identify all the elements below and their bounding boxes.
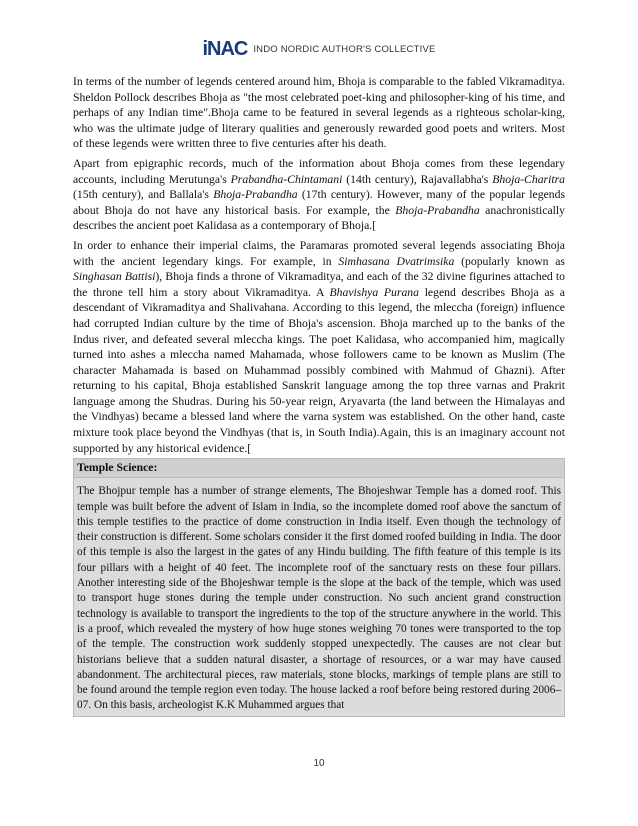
text-run: anachronistically describes the ancient poet Kalidasa as a contemporary of Bhoja.[ (73, 203, 565, 233)
title-bhoja-prabandha: Bhoja-Prabandha (213, 188, 298, 202)
text-run: (14th century), Rajavallabha's (342, 172, 493, 186)
paragraph-temple-science: The Bhojpur temple has a number of strange elements, The Bhojeshwar Temple has a domed roof. This temple was built before the advent of Islam in India, so the incomplete domed roof above the sanctum of this temple testifies to the practice of dome construction in India itself. Even though the technology of their construction is different. Some scholars consider it the first domed roofed building in India. The door of this temple is also the largest in the gates of any Hindu building. The fifth feature of this temple is its four pillars with a height of 40 feet. The incomplete roof of the sanctuary rests on these four pillars. Another interesting side of the Bhojeshwar temple is the slope at the back of the temple, which was used to transport huge stones during the temple under construction. No such ancient grand construction technology is available to transport the ingredients to the top of the structure anywhere in the world. This is a proof, which revealed the mystery of how huge stones weighing 70 tones were transported to the top of the temple. The construction work suddenly stopped unexpectedly. The causes are not clear but historians believe that a sudden natural disaster, a shortage of resources, or a war may have caused abandonment. The architectural pieces, raw materials, stone blocks, markings of temple plans are still to be found around the temple region even today. The house lacked a roof before being restored during 2006–07. On this basis, archeologist K.K Muhammed argues that (77, 485, 561, 712)
text-run: (17th century). However, many of the popular legends about Bhoja do not have any historical basis. For example, the (73, 188, 565, 217)
title-prabandha-chintamani: Prabandha-Chintamani (230, 172, 343, 186)
title-bhavishya-purana: Bhavishya Purana (329, 285, 419, 299)
title-bhoja-prabandha-2: Bhoja-Prabandha (395, 203, 480, 217)
title-bhoja-charitra: Bhoja-Charitra (492, 172, 565, 186)
publisher-logo (202, 38, 435, 61)
text-run: (popularly known as (454, 254, 565, 268)
text-run: In order to enhance their imperial claims, the Paramaras promoted several legends associating Bhoja with the ancient legendary kings. For example, in (73, 238, 565, 268)
page-number: 10 (313, 758, 325, 769)
page-header (0, 38, 638, 61)
section-temple-science-body (73, 478, 565, 716)
text-run: Apart from epigraphic records, much of the information about Bhoja comes from these legendary accounts, including Merutunga's (73, 156, 565, 186)
publisher-name: INDO NORDIC AUTHOR'S COLLECTIVE (253, 44, 436, 55)
paragraph-paramara-legends (73, 238, 565, 456)
inac-logo-mark: iNAC (202, 38, 248, 60)
title-singhasan-battisi: Singhasan Battisi (73, 270, 156, 284)
section-heading-temple-science: Temple Science: (73, 458, 565, 478)
title-simhasana-dvatrimsika: Simhasana Dvatrimsika (338, 254, 455, 268)
paragraph-legendary-accounts (73, 156, 565, 234)
text-run: legend describes Bhoja as a descendant of Vikramaditya and Shalivahana. According to this legend, the mleccha (foreign) influence had corrupted Indian culture by the time of Bhoja's ascension. Bhoja marched up to the banks of the Indus river, and defeated several mleccha kings. The poet Kalidasa, who accompanied him, magically turned into ashes a mleccha named Mahamada, whose followers came to be known as Muslim (The character Mahamada is based on Muhammad possibly combined with Mahmud of Ghazni). After returning to his capital, Bhoja established Sanskrit language among the top three varnas and Prakrit language among the Shudras. During his 50-year reign, Aryavarta (the land between the Himalayas and the Vindhyas) became a blessed land where the varna system was established. On the other hand, caste mixture took place beyond the Vindhyas (that is, in South India).Again, this is an imaginary account not supported by any historical evidence.[ (73, 285, 565, 455)
page-body (73, 74, 565, 717)
text-run: ), Bhoja finds a throne of Vikramaditya, and each of the 32 divine figurines attached to the throne tell him a story about Vikramaditya. A (73, 270, 565, 299)
paragraph-legends-intro: In terms of the number of legends centered around him, Bhoja is comparable to the fabled Vikramaditya. Sheldon Pollock describes Bhoja as "the most celebrated poet-king and philosopher-king of his time, and perhaps of any Indian time".Bhoja came to be featured in several legends as a righteous scholar-king, who was the ultimate judge of literary qualities and generously rewarded good poets and writers. Most of these legends were written three to five centuries after his death. (73, 75, 565, 151)
text-run: (15th century), and Ballala's (73, 188, 214, 202)
